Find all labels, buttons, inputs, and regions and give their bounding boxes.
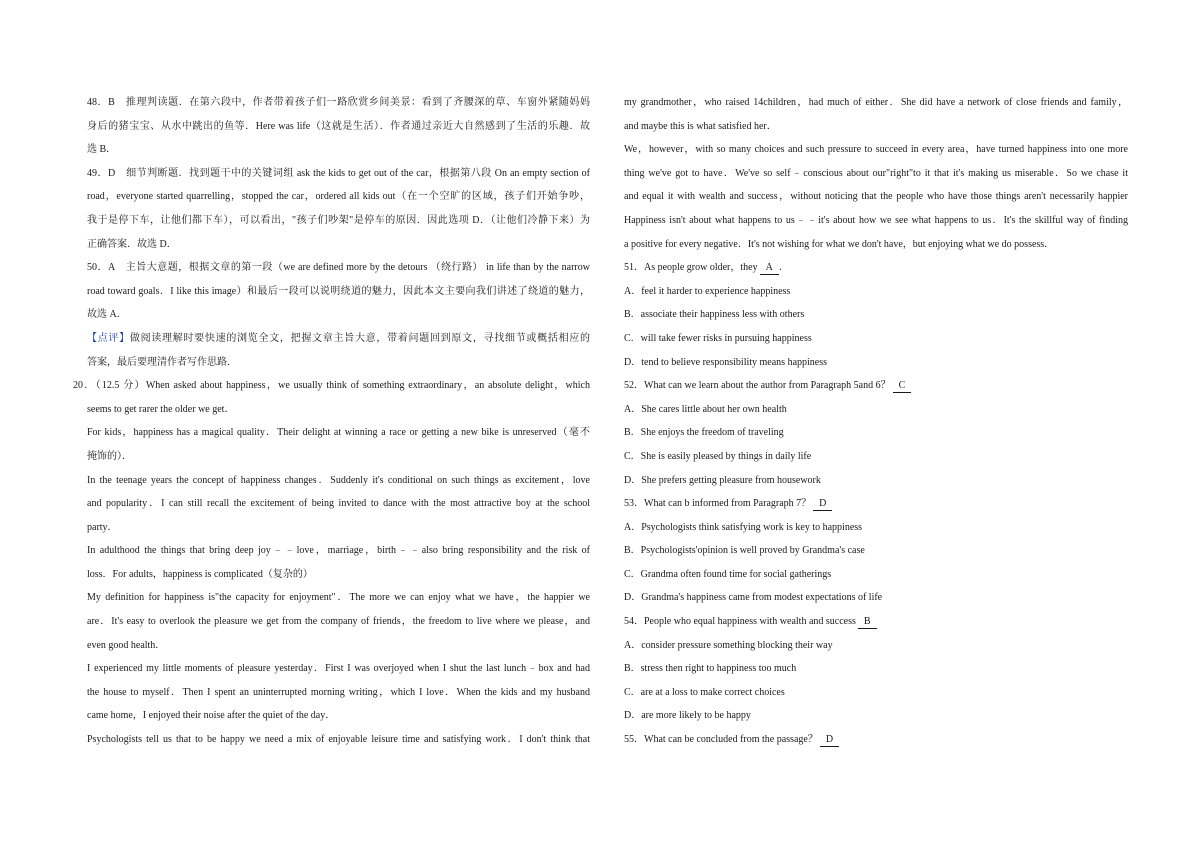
passage-line: thing we've got to have．We've so self﹣conscious about our"right"to it that it's making us miserable．So we chase it [624, 167, 1128, 179]
answer-48-line: 身后的猪宝宝、从水中跳出的鱼等．Here was life（这就是生活）．作者通过亲近大自然感到了生活的乐趣．故 [87, 120, 590, 132]
option-c: C．Grandma often found time for social gatherings [624, 568, 832, 580]
answer-49-line: 49．D 细节判断题．找到题干中的关键词组 ask the kids to get out of the car，根据第八段 On an empty section of [87, 167, 590, 179]
option-a: A．She cares little about her own health [624, 403, 787, 415]
answer-blank: A [760, 262, 779, 275]
option-d: D．are more likely to be happy [624, 710, 751, 722]
comment-tag: 【点评】 [87, 332, 130, 344]
passage-line: In adulthood the things that bring deep joy﹣﹣love，marriage，birth﹣﹣also bring responsibility and the risk of [87, 545, 590, 557]
right-column [624, 91, 1128, 752]
passage-line: and equal it with wealth and success，without noticing that the people who have those things aren't necessarily happier [624, 191, 1128, 203]
answer-blank: D [813, 498, 832, 511]
option-b: B．Psychologists'opinion is well proved by Grandma's case [624, 545, 865, 557]
question-53-stem [624, 492, 1128, 516]
left-column [73, 91, 590, 752]
comment-text: 做阅读理解时要快速的浏览全文，把握文章主旨大意，带着问题回到原文，寻找细节或概括相应的 [129, 332, 590, 344]
passage-line: My definition for happiness is"the capacity for enjoyment"．The more we can enjoy what we have，the happier we [87, 592, 590, 604]
passage-line: Psychologists tell us that to be happy we need a mix of enjoyable leisure time and satisfying work．I don't think that [87, 734, 590, 746]
answer-49-line: 我于是停下车，让他们都下车），可以看出，"孩子们吵架"是停车的原因．因此选项 D．（让他们冷静下来）为 [87, 214, 590, 226]
option-d: D．tend to believe responsibility means happiness [624, 356, 828, 368]
question-stem-text: 53．What can b informed from Paragraph 7？ [624, 498, 812, 510]
answer-50-line: 故选 A． [87, 309, 127, 321]
passage-line: seems to get rarer the older we get． [87, 403, 235, 415]
passage-line: For kids，happiness has a magical quality．Their delight at winning a race or getting a new bike is unreserved（毫不 [87, 427, 590, 439]
answer-48-line: 48．B 推理判读题．在第六段中，作者带着孩子们一路欣赏乡间美景：看到了齐腰深的草、车窗外紧随妈妈 [87, 97, 590, 108]
option-a: A．consider pressure something blocking their way [624, 639, 833, 651]
passage-line: Happiness isn't about what happens to us﹣﹣it's about how we see what happens to us．It's the skillful way of finding [624, 214, 1128, 226]
option-a: A．feel it harder to experience happiness [624, 285, 791, 297]
question-55-stem [624, 728, 1128, 752]
passage-line: In the teenage years the concept of happiness changes．Suddenly it's conditional on such things as excitement，love [87, 474, 590, 486]
passage-line: We，however，with so many choices and such pressure to succeed in every area，have turned happiness into one more [624, 144, 1128, 156]
passage-line: and popularity．I can still recall the excitement of being invited to dance with the most attractive boy at the school [87, 498, 590, 510]
passage-line: came home，I enjoyed their noise after the quiet of the day． [87, 710, 336, 722]
option-b: B．stress then right to happiness too much [624, 663, 797, 675]
comment-line [87, 327, 590, 351]
option-c: C．are at a loss to make correct choices [624, 686, 785, 698]
option-d: D．Grandma's happiness came from modest expectations of life [624, 592, 883, 604]
answer-49-line: road，everyone started quarrelling，stopped the car，ordered all kids out（在一个空旷的区域，孩子们开始争吵， [87, 191, 590, 203]
question-52-stem [624, 374, 1128, 398]
option-b: B．She enjoys the freedom of traveling [624, 427, 784, 439]
answer-50-line: 50．A 主旨大意题，根据文章的第一段（we are defined more by the detours （绕行路） in life than by the narrow [87, 262, 590, 274]
question-20-heading: 20．（12.5 分）When asked about happiness，we usually think of something extraordinary，an absolute delight，which [73, 380, 590, 392]
question-stem-text: 51．As people grow older，they [624, 262, 758, 274]
option-c: C．will take fewer risks in pursuing happiness [624, 332, 812, 344]
option-c: C．She is easily pleased by things in daily life [624, 450, 812, 462]
passage-line: the house to myself．Then I spent an uninterrupted morning writing，which I love．When the kids and my husband [87, 686, 590, 698]
comment-line: 答案，最后要理清作者写作思路． [87, 356, 237, 368]
question-51-stem [624, 256, 1128, 280]
passage-line: I experienced my little moments of pleasure yesterday．First I was overjoyed when I shut the last lunch﹣box and had [87, 663, 590, 675]
answer-blank: C [893, 380, 912, 393]
answer-blank: D [820, 734, 839, 747]
question-54-stem [624, 610, 1128, 634]
passage-line: a positive for every negative．It's not wishing for what we don't have，but enjoying what we do possess． [624, 238, 1055, 250]
question-stem-text: 54．People who equal happiness with wealth and success [624, 616, 856, 628]
passage-line: loss．For adults，happiness is complicated（复杂的） [87, 568, 313, 580]
option-d: D．She prefers getting pleasure from housework [624, 474, 821, 486]
answer-49-line: 正确答案．故选 D． [87, 238, 177, 250]
option-a: A．Psychologists think satisfying work is key to happiness [624, 521, 863, 533]
answer-50-line: road toward goals．I like this image）和最后一段可以说明绕道的魅力，因此本文主要向我们讲述了绕道的魅力， [87, 285, 590, 297]
option-b: B．associate their happiness less with others [624, 309, 805, 321]
answer-48-line: 选 B． [87, 144, 117, 156]
passage-line: even good health． [87, 639, 166, 651]
passage-line: are．It's easy to overlook the pleasure we get from the company of friends，the freedom to live where we please，and [87, 616, 590, 628]
passage-line: and maybe this is what satisfied her． [624, 120, 777, 132]
answer-blank: B [858, 616, 877, 629]
question-stem-text: 52．What can we learn about the author from Paragraph 5and 6？ [624, 380, 891, 392]
passage-line: party． [87, 521, 118, 533]
passage-line: my grandmother，who raised 14children，had much of either．She did have a network of close friends and family， [624, 97, 1128, 108]
question-stem-tail: ． [778, 262, 789, 274]
question-stem-text: 55．What can be concluded from the passage？ [624, 734, 818, 746]
passage-line: 掩饰的）． [87, 450, 132, 462]
